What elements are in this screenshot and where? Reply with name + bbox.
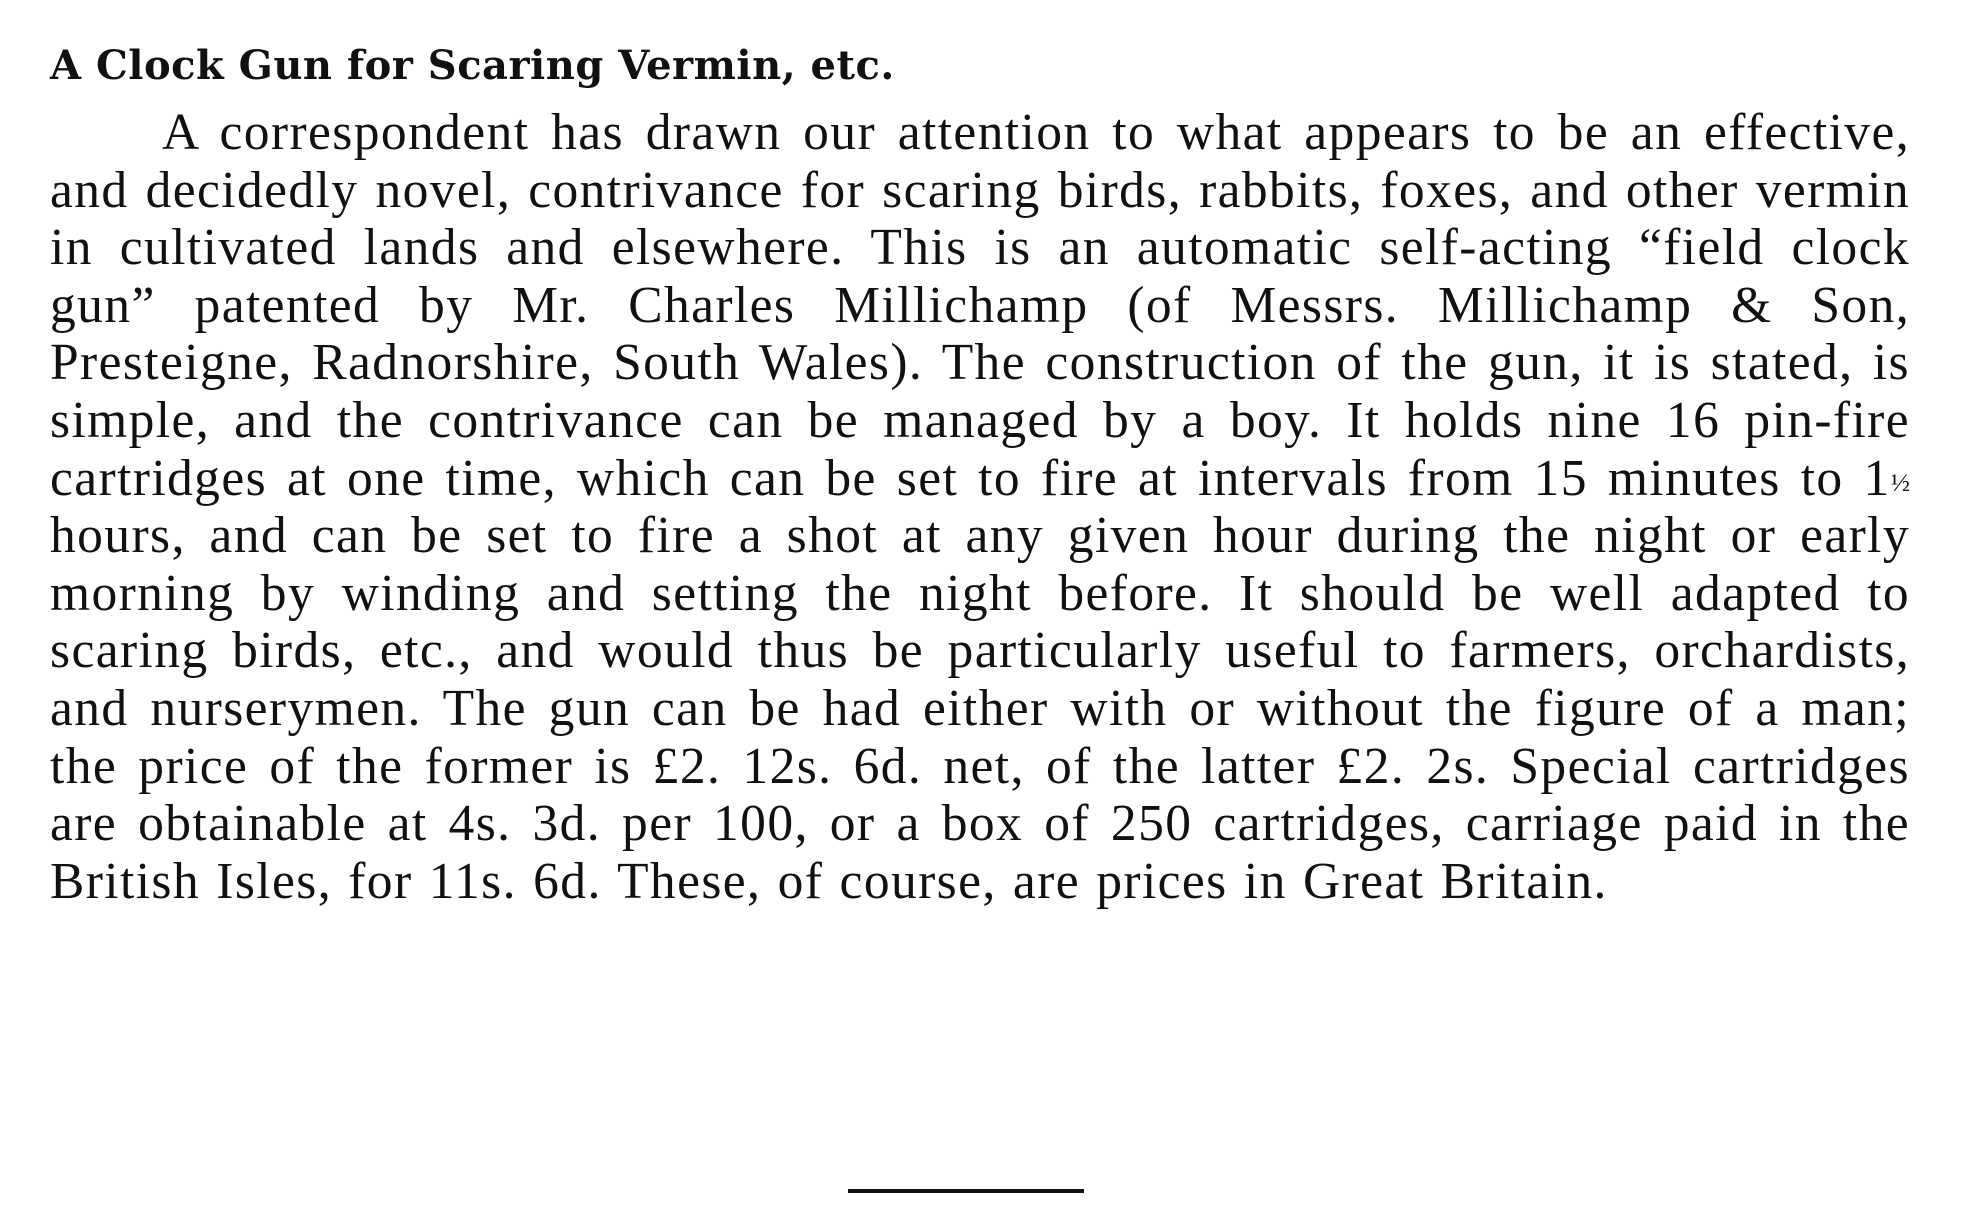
article-body	[50, 104, 1910, 910]
fraction-one-half: ½	[1890, 467, 1910, 497]
article	[50, 42, 1910, 910]
body-text-part-1: A correspondent has drawn our attention to what appears to be an effective, and decidedly novel, contrivance for scaring birds, rabbits, foxes, and other vermin in cultivated lands and elsewhere. This is an automatic self-acting “field clock gun” patented by Mr. Charles Millichamp (of Messrs. Millichamp & Son, Presteigne, Radnorshire, South Wales). The construction of the gun, it is stated, is simple, and the contrivance can be managed by a boy. It holds nine 16 pin-fire cartridges at one time, which can be set to fire at intervals from 15 minutes to 1	[50, 104, 1910, 507]
article-headline: A Clock Gun for Scaring Vermin, etc.	[50, 42, 895, 89]
closing-rule	[848, 1189, 1084, 1193]
body-text-part-2: hours, and can be set to fire a shot at any given hour during the night or early morning by winding and setting the night before. It should be well adapted to scaring birds, etc., and would thus be particularly useful to farmers, orchardists, and nurserymen. The gun can be had either with or without the figure of a man; the price of the former is £2. 12s. 6d. net, of the latter £2. 2s. Special cartridges are obtainable at 4s. 3d. per 100, or a box of 250 cartridges, carriage paid in the British Isles, for 11s. 6d. These, of course, are prices in Great Britain.	[50, 507, 1910, 910]
